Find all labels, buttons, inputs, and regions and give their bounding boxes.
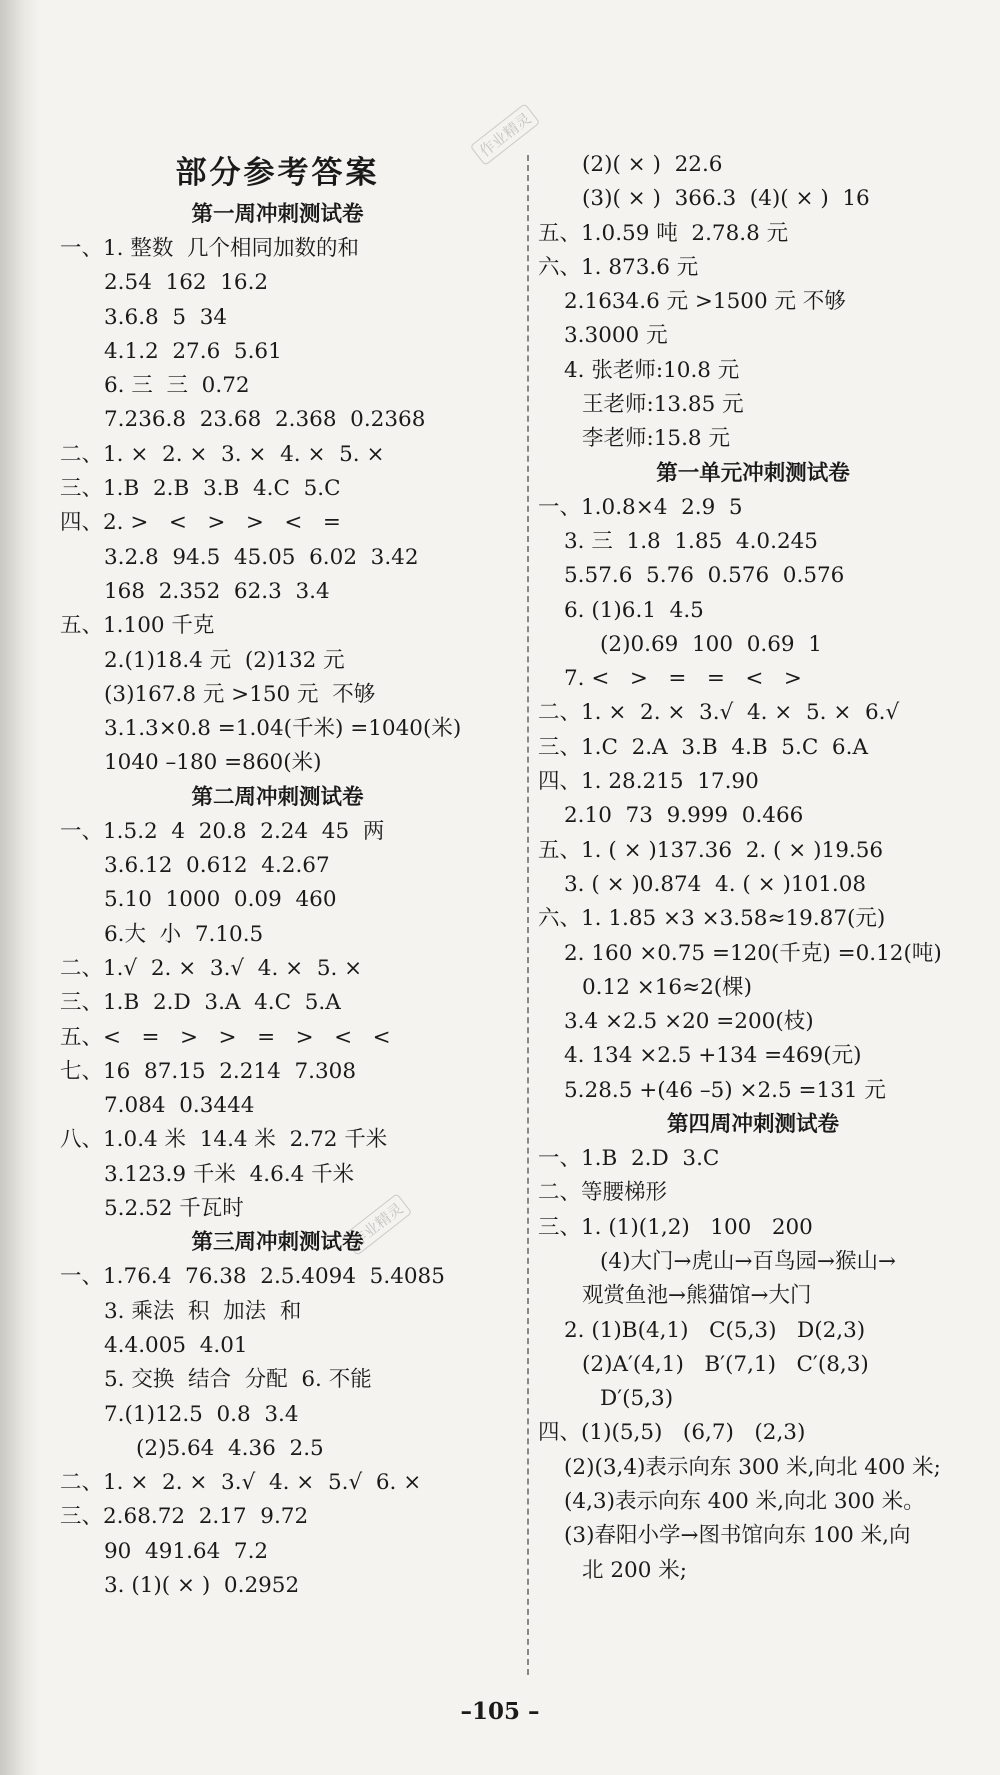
section-heading: 第一单元冲刺测试卷 [656,460,850,486]
answer-line: 6.大 小 7.10.5 [104,921,264,947]
answer-line: 一、1.5.2 4 20.8 2.24 45 两 [60,818,385,844]
answer-line: 2.1634.6 元 >1500 元 不够 [564,289,846,315]
answer-line: 七、16 87.15 2.214 7.308 [60,1058,357,1084]
answer-line: 二、1. × 2. × 3. × 4. × 5. × [60,441,385,467]
answer-line: 168 2.352 62.3 3.4 [104,578,330,604]
answer-line: (2)0.69 100 0.69 1 [600,631,822,657]
answer-line: (3)( × ) 366.3 (4)( × ) 16 [582,186,870,212]
answer-line: 二、等腰梯形 [538,1180,668,1206]
answer-line: 3.1.3×0.8 =1.04(千米) =1040(米) [104,716,462,742]
answer-line: 三、1.B 2.D 3.A 4.C 5.A [60,990,341,1016]
page-title: 部分参考答案 [175,155,380,191]
answer-line: 5. 交换 结合 分配 6. 不能 [104,1367,372,1393]
answer-line: 7.084 0.3444 [104,1093,255,1119]
answer-line: 1040 –180 =860(米) [104,750,322,776]
answer-line: 7. < > = = < > [564,666,802,692]
answer-line: 五、< = > > = > < < [60,1024,391,1050]
answer-line: 观赏鱼池→熊猫馆→大门 [582,1283,812,1309]
answer-line: 2.(1)18.4 元 (2)132 元 [104,647,345,673]
answer-line: 3.3000 元 [564,323,668,349]
answer-line: 二、1. × 2. × 3.√ 4. × 5.√ 6. × [60,1470,422,1496]
answer-line: 5.2.52 千瓦时 [104,1196,244,1222]
left-answer-lines [60,198,495,1603]
answer-line: 一、1.0.8×4 2.9 5 [538,494,743,520]
answer-line: 3. 三 1.8 1.85 4.0.245 [564,528,818,554]
answer-line: (2)(3,4)表示向东 300 米,向北 400 米; [564,1454,941,1480]
answer-line: 3. (1)( × ) 0.2952 [104,1572,300,1598]
answer-line: 4.4.005 4.01 [104,1332,248,1358]
answer-line: 二、1. × 2. × 3.√ 4. × 5. × 6.√ [538,700,900,726]
answer-line: 5.10 1000 0.09 460 [104,887,337,913]
answer-line: (3)春阳小学→图书馆向东 100 米,向 [564,1523,911,1549]
section-heading: 第四周冲刺测试卷 [666,1112,839,1138]
answer-line: 三、1.C 2.A 3.B 4.B 5.C 6.A [538,734,868,760]
answer-line: 2.54 162 16.2 [104,270,269,296]
binding-edge-shadow [0,0,40,1775]
answer-line: 五、1. ( × )137.36 2. ( × )19.56 [538,837,884,863]
left-column [60,148,495,1603]
answer-line: 四、(1)(5,5) (6,7) (2,3) [538,1420,806,1446]
answer-line: 6. (1)6.1 4.5 [564,597,704,623]
answer-line: 四、1. 28.215 17.90 [538,769,759,795]
answer-line: 三、1.B 2.B 3.B 4.C 5.C [60,476,341,502]
answer-line: (2)A′(4,1) B′(7,1) C′(8,3) [582,1351,869,1377]
answer-line: 一、1.76.4 76.38 2.5.4094 5.4085 [60,1264,445,1290]
right-column [538,148,968,1588]
answer-line: 3.123.9 千米 4.6.4 千米 [104,1161,355,1187]
answer-line: 5.57.6 5.76 0.576 0.576 [564,563,845,589]
answer-line: 3.6.12 0.612 4.2.67 [104,853,330,879]
section-heading: 第一周冲刺测试卷 [191,202,364,227]
answer-line: 6. 三 三 0.72 [104,373,250,399]
answer-line: 2.10 73 9.999 0.466 [564,803,804,829]
answer-line: 4.1.2 27.6 5.61 [104,338,282,364]
answer-line: 2. (1)B(4,1) C(5,3) D(2,3) [564,1317,866,1343]
answer-line: (2)5.64 4.36 2.5 [136,1435,324,1461]
column-divider [527,155,529,1675]
section-heading: 第三周冲刺测试卷 [191,1230,364,1256]
answer-line: 一、1.B 2.D 3.C [538,1146,720,1172]
answer-line: 五、1.100 千克 [60,613,215,639]
answer-line: 一、1. 整数 几个相同加数的和 [60,236,360,261]
answer-line: 北 200 米; [582,1557,687,1583]
answer-line: 3.2.8 94.5 45.05 6.02 3.42 [104,544,419,570]
answer-line: 3. ( × )0.874 4. ( × )101.08 [564,871,867,897]
page-number: –105 – [460,1698,540,1725]
answer-line: 三、2.68.72 2.17 9.72 [60,1504,309,1530]
watermark-middle: 作业精灵 [342,1193,413,1256]
right-answer-lines [538,148,968,1588]
answer-line: 六、1. 1.85 ×3 ×3.58≈19.87(元) [538,906,886,932]
answer-line: 王老师:13.85 元 [582,392,744,418]
answer-line: (4)大门→虎山→百鸟园→猴山→ [600,1248,897,1274]
answer-line: 90 491.64 7.2 [104,1538,269,1564]
answer-line: 六、1. 873.6 元 [538,254,699,280]
answer-line: 3.6.8 5 34 [104,304,228,330]
answer-line: 五、1.0.59 吨 2.78.8 元 [538,220,789,246]
answer-line: 4. 张老师:10.8 元 [564,357,740,383]
answer-line: 李老师:15.8 元 [582,426,730,452]
answer-line: 二、1.√ 2. × 3.√ 4. × 5. × [60,955,363,981]
answer-line: D′(5,3) [600,1386,674,1412]
answer-line: 3.4 ×2.5 ×20 =200(枝) [564,1009,814,1035]
section-heading: 第二周冲刺测试卷 [191,784,364,810]
answer-line: 4. 134 ×2.5 +134 =469(元) [564,1043,862,1069]
answer-line: 0.12 ×16≈2(棵) [582,974,753,1000]
answer-line: 四、2. > < > > < = [60,510,341,536]
answer-line: (2)( × ) 22.6 [582,152,723,177]
answer-line: 7.(1)12.5 0.8 3.4 [104,1401,299,1427]
answer-line: (4,3)表示向东 400 米,向北 300 米。 [564,1488,925,1514]
answer-line: 7.236.8 23.68 2.368 0.2368 [104,407,426,433]
answer-line: 三、1. (1)(1,2) 100 200 [538,1214,813,1240]
watermark-top: 作业精灵 [470,103,541,166]
answer-line: 5.28.5 +(46 –5) ×2.5 =131 元 [564,1077,886,1103]
answer-line: 2. 160 ×0.75 =120(千克) =0.12(吨) [564,940,942,966]
answer-line: 八、1.0.4 米 14.4 米 2.72 千米 [60,1127,388,1153]
answer-line: (3)167.8 元 >150 元 不够 [104,681,376,707]
answer-line: 3. 乘法 积 加法 和 [104,1298,302,1324]
